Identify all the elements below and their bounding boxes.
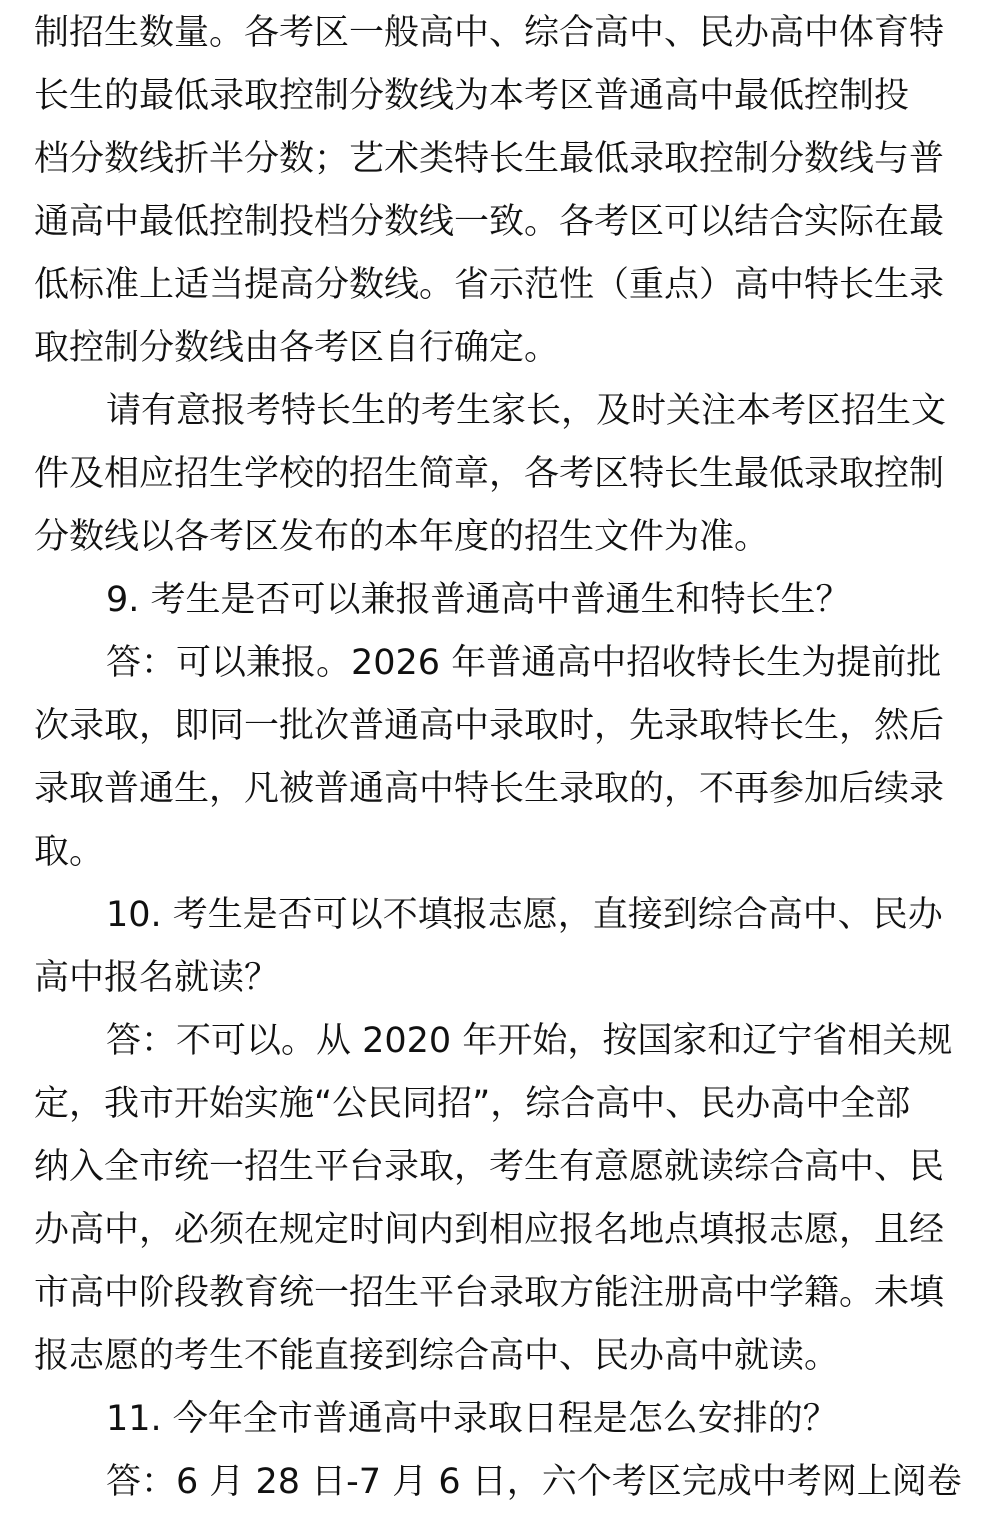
text-line-18: 定，我市开始实施“公民同招”，综合高中、民办高中全部 [34,1084,911,1124]
answer-9-start: 答：可以兼报。2026 年普通高中招收特长生为提前批 [106,643,942,683]
text-line-12: 次录取，即同一批次普通高中录取时，先录取特长生，然后 [34,706,945,746]
text-line-14: 取。 [34,832,105,872]
answer-10-start: 答：不可以。从 2020 年开始，按国家和辽宁省相关规 [106,1021,953,1061]
answer-11-start: 答：6 月 28 日-7 月 6 日，六个考区完成中考网上阅卷 [106,1462,962,1502]
text-line-6: 取控制分数线由各考区自行确定。 [34,328,560,368]
question-11: 11. 今年全市普通高中录取日程是怎么安排的？ [106,1399,838,1439]
text-line-22: 报志愿的考生不能直接到综合高中、民办高中就读。 [34,1336,840,1376]
text-line-9: 分数线以各考区发布的本年度的招生文件为准。 [34,517,770,557]
text-line-5: 低标准上适当提高分数线。省示范性（重点）高中特长生录 [34,265,945,305]
paragraph-start-notice: 请有意报考特长生的考生家长，及时关注本考区招生文 [106,391,947,431]
question-10-continued: 高中报名就读？ [34,958,280,998]
text-line-1: 制招生数量。各考区一般高中、综合高中、民办高中体育特 [34,13,945,53]
text-line-4: 通高中最低控制投档分数线一致。各考区可以结合实际在最 [34,202,945,242]
text-line-13: 录取普通生，凡被普通高中特长生录取的，不再参加后续录 [34,769,945,809]
text-line-21: 市高中阶段教育统一招生平台录取方能注册高中学籍。未填 [34,1273,945,1313]
text-line-2: 长生的最低录取控制分数线为本考区普通高中最低控制投 [34,76,910,116]
question-10: 10. 考生是否可以不填报志愿，直接到综合高中、民办 [106,895,943,935]
text-line-19: 纳入全市统一招生平台录取，考生有意愿就读综合高中、民 [34,1147,945,1187]
text-line-8: 件及相应招生学校的招生简章，各考区特长生最低录取控制 [34,454,945,494]
question-9: 9. 考生是否可以兼报普通高中普通生和特长生？ [106,580,851,620]
text-line-3: 档分数线折半分数；艺术类特长生最低录取控制分数线与普 [34,139,945,179]
text-line-20: 办高中，必须在规定时间内到相应报名地点填报志愿，且经 [34,1210,945,1250]
